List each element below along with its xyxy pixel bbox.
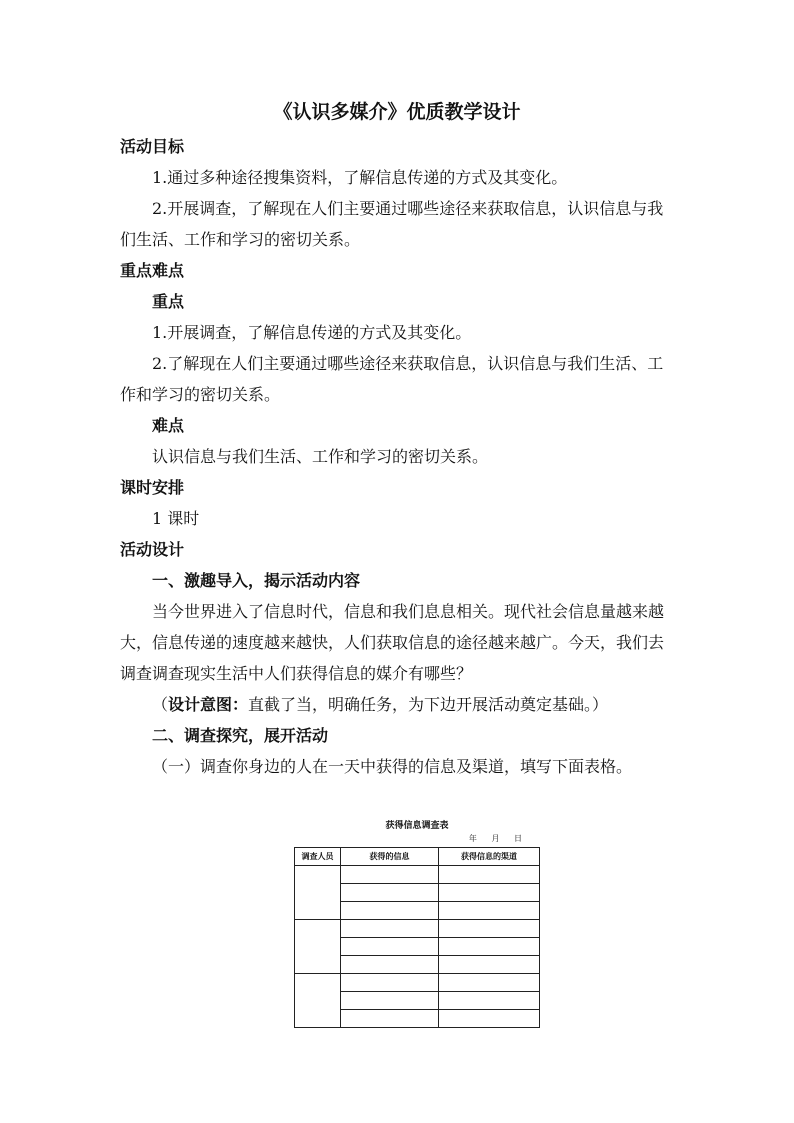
schedule-text: 1 课时	[152, 509, 200, 528]
heading-keypoints: 重点难点	[120, 261, 185, 280]
info-cell	[341, 974, 439, 992]
info-cell	[341, 992, 439, 1010]
note-open-paren: （	[152, 695, 169, 714]
heading-goals: 活动目标	[120, 137, 185, 156]
channel-cell	[439, 902, 540, 920]
note-label: 设计意图：	[168, 695, 249, 714]
channel-cell	[439, 992, 540, 1010]
heading-design: 活动设计	[120, 540, 185, 559]
channel-cell	[439, 866, 540, 884]
survey-table-title: 获得信息调查表	[385, 821, 449, 831]
channel-cell	[439, 884, 540, 902]
note-text: 直截了当，明确任务，为下边开展活动奠定基础。）	[248, 695, 609, 714]
channel-cell	[439, 938, 540, 956]
header-information: 获得的信息	[341, 848, 439, 866]
goal-1: 1.通过多种途径搜集资料，了解信息传递的方式及其变化。	[152, 168, 568, 187]
header-surveyed-person: 调查人员	[295, 848, 341, 866]
channel-cell	[439, 920, 540, 938]
info-cell	[341, 938, 439, 956]
channel-cell	[439, 974, 540, 992]
part1-para-line-3: 调查调查现实生活中人们获得信息的媒介有哪些？	[120, 664, 473, 683]
design-intent-note	[120, 689, 670, 720]
part1-para-line-1: 当今世界进入了信息时代，信息和我们息息相关。现代社会信息量越来越	[152, 602, 665, 621]
goal-2-line-2: 们生活、工作和学习的密切关系。	[120, 230, 361, 249]
key-2-line-2: 作和学习的密切关系。	[120, 385, 281, 404]
channel-cell	[439, 1010, 540, 1028]
info-cell	[341, 1010, 439, 1028]
header-channel: 获得信息的渠道	[439, 848, 540, 866]
survey-table-date: 年 月 日	[468, 834, 522, 843]
part2-heading: 二、调查探究，展开活动	[152, 726, 329, 745]
part1-para-line-2: 大，信息传递的速度越来越快，人们获取信息的途径越来越广。今天，我们去	[120, 633, 665, 652]
survey-table-figure	[294, 820, 540, 1028]
info-cell	[341, 902, 439, 920]
info-cell	[341, 884, 439, 902]
table-row	[295, 974, 540, 992]
document-body	[120, 131, 670, 782]
key-label: 重点	[152, 292, 185, 311]
task-1: （一）调查你身边的人在一天中获得的信息及渠道，填写下面表格。	[152, 757, 633, 776]
channel-cell	[439, 956, 540, 974]
page-title: 《认识多媒介》优质教学设计	[273, 101, 521, 123]
part1-heading: 一、激趣导入，揭示活动内容	[152, 571, 361, 590]
difficulty-label: 难点	[152, 416, 185, 435]
person-cell	[295, 920, 341, 974]
info-cell	[341, 920, 439, 938]
person-cell	[295, 866, 341, 920]
heading-schedule: 课时安排	[120, 478, 185, 497]
person-cell	[295, 974, 341, 1028]
info-cell	[341, 866, 439, 884]
goal-2-line-1: 2.开展调查，了解现在人们主要通过哪些途径来获取信息，认识信息与我	[152, 199, 664, 218]
table-row	[295, 920, 540, 938]
survey-header-row	[295, 848, 540, 866]
info-cell	[341, 956, 439, 974]
table-row	[295, 866, 540, 884]
survey-table	[294, 847, 540, 1028]
key-2-line-1: 2.了解现在人们主要通过哪些途径来获取信息，认识信息与我们生活、工	[152, 354, 664, 373]
difficulty-1: 认识信息与我们生活、工作和学习的密切关系。	[152, 447, 489, 466]
key-1: 1.开展调查，了解信息传递的方式及其变化。	[152, 323, 472, 342]
